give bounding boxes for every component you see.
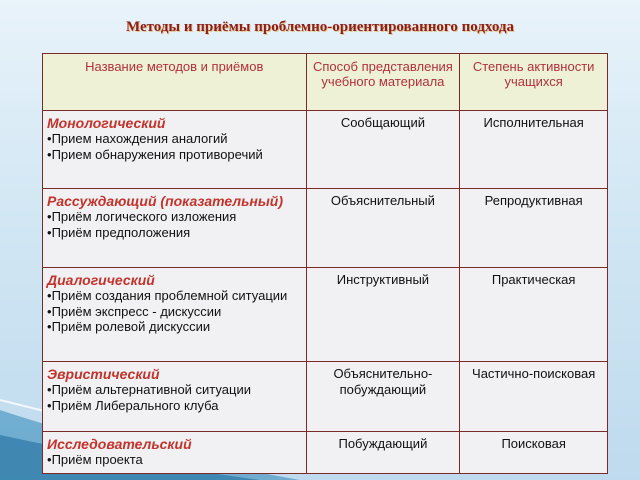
header-method-name: Название методов и приёмов bbox=[43, 54, 307, 111]
table-row bbox=[43, 111, 608, 189]
technique-item: • Прием обнаружения противоречий bbox=[47, 147, 302, 163]
table-row bbox=[43, 268, 608, 362]
table-row bbox=[43, 189, 608, 268]
method-cell bbox=[43, 432, 307, 474]
technique-item: • Приём альтернативной ситуации bbox=[47, 382, 302, 398]
activity-cell: Частично-поисковая bbox=[460, 362, 608, 432]
technique-item: • Приём Либерального клуба bbox=[47, 398, 302, 414]
method-name: Диалогический bbox=[47, 272, 155, 288]
technique-item: • Прием нахождения аналогий bbox=[47, 131, 302, 147]
technique-item: • Приём создания проблемной ситуации bbox=[47, 288, 302, 304]
technique-item: • Приём проекта bbox=[47, 452, 302, 468]
method-cell bbox=[43, 362, 307, 432]
method-cell bbox=[43, 111, 307, 189]
technique-item: • Приём предположения bbox=[47, 225, 302, 241]
presentation-cell: Объяснительно-побуждающий bbox=[306, 362, 460, 432]
presentation-cell: Сообщающий bbox=[306, 111, 460, 189]
presentation-cell: Инструктивный bbox=[306, 268, 460, 362]
technique-item: • Приём экспресс - дискуссии bbox=[47, 304, 302, 320]
technique-item: • Приём логического изложения bbox=[47, 209, 302, 225]
method-cell bbox=[43, 189, 307, 268]
header-activity: Степень активности учащихся bbox=[460, 54, 608, 111]
method-cell bbox=[43, 268, 307, 362]
methods-table bbox=[42, 53, 608, 474]
activity-cell: Исполнительная bbox=[460, 111, 608, 189]
slide-title: Методы и приёмы проблемно-ориентированного подхода bbox=[125, 19, 515, 35]
activity-cell: Репродуктивная bbox=[460, 189, 608, 268]
technique-item: • Приём ролевой дискуссии bbox=[47, 319, 302, 335]
method-name: Монологический bbox=[47, 115, 166, 131]
presentation-cell: Объяснительный bbox=[306, 189, 460, 268]
table-row bbox=[43, 362, 608, 432]
method-name: Эвристический bbox=[47, 366, 160, 382]
activity-cell: Поисковая bbox=[460, 432, 608, 474]
header-presentation: Способ представления учебного материала bbox=[306, 54, 460, 111]
method-name: Исследовательский bbox=[47, 436, 192, 452]
table-header-row bbox=[43, 54, 608, 111]
activity-cell: Практическая bbox=[460, 268, 608, 362]
presentation-cell: Побуждающий bbox=[306, 432, 460, 474]
method-name: Рассуждающий (показательный) bbox=[47, 193, 284, 209]
table-row bbox=[43, 432, 608, 474]
